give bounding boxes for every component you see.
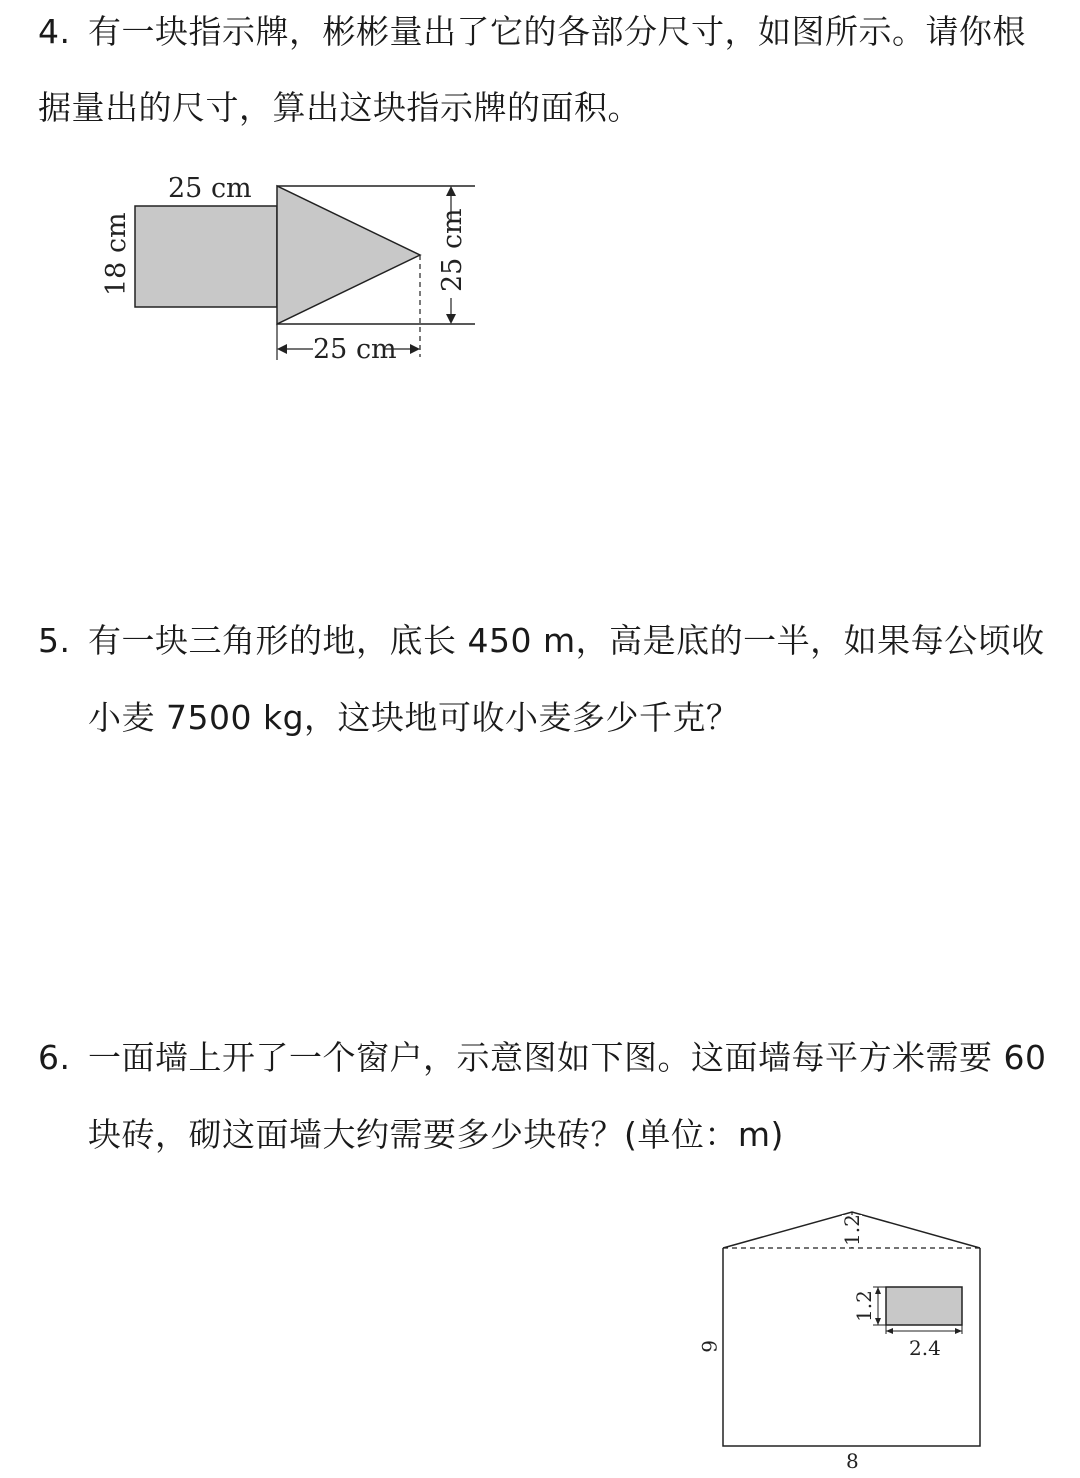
- sign-triangle: [277, 186, 420, 324]
- q6-text-1: 一面墙上开了一个窗户，示意图如下图。这面墙每平方米需要 60: [88, 1038, 1047, 1077]
- q6-text-2: 块砖，砌这面墙大约需要多少块砖？(单位：m): [88, 1115, 784, 1154]
- q5-line-2: [88, 698, 740, 738]
- label-right-height: 25 cm: [437, 208, 468, 292]
- q6-line-1: [38, 1038, 1046, 1078]
- label-top-length: 25 cm: [168, 173, 252, 204]
- q6-wall-diagram: [690, 1200, 990, 1473]
- q4-number: 4.: [38, 12, 71, 51]
- q4-text-2: 据量出的尺寸，算出这块指示牌的面积。: [38, 88, 641, 127]
- q6-line-2: [88, 1115, 784, 1155]
- label-bottom-length: 25 cm: [313, 334, 397, 365]
- q6-number: 6.: [38, 1038, 71, 1077]
- label-window-height: 1.2: [852, 1290, 876, 1322]
- label-left-height: 18 cm: [101, 212, 132, 296]
- wall-outline: [723, 1248, 980, 1446]
- q5-text-1: 有一块三角形的地，底长 450 m，高是底的一半，如果每公顷收: [88, 621, 1045, 660]
- label-wall-width: 8: [846, 1449, 859, 1473]
- label-window-width: 2.4: [909, 1336, 941, 1360]
- label-wall-height: 6: [697, 1340, 721, 1353]
- q4-text-1: 有一块指示牌，彬彬量出了它的各部分尺寸，如图所示。请你根: [88, 12, 1026, 51]
- label-roof-height: 1.2: [840, 1214, 864, 1246]
- q5-number: 5.: [38, 621, 71, 660]
- window: [886, 1287, 962, 1325]
- q4-line-2: [38, 88, 641, 128]
- q4-sign-diagram: [95, 172, 495, 372]
- sign-rectangle: [135, 206, 277, 307]
- q5-text-2: 小麦 7500 kg，这块地可收小麦多少千克？: [88, 698, 740, 737]
- q4-line-1: [38, 12, 1026, 52]
- q5-line-1: [38, 621, 1045, 661]
